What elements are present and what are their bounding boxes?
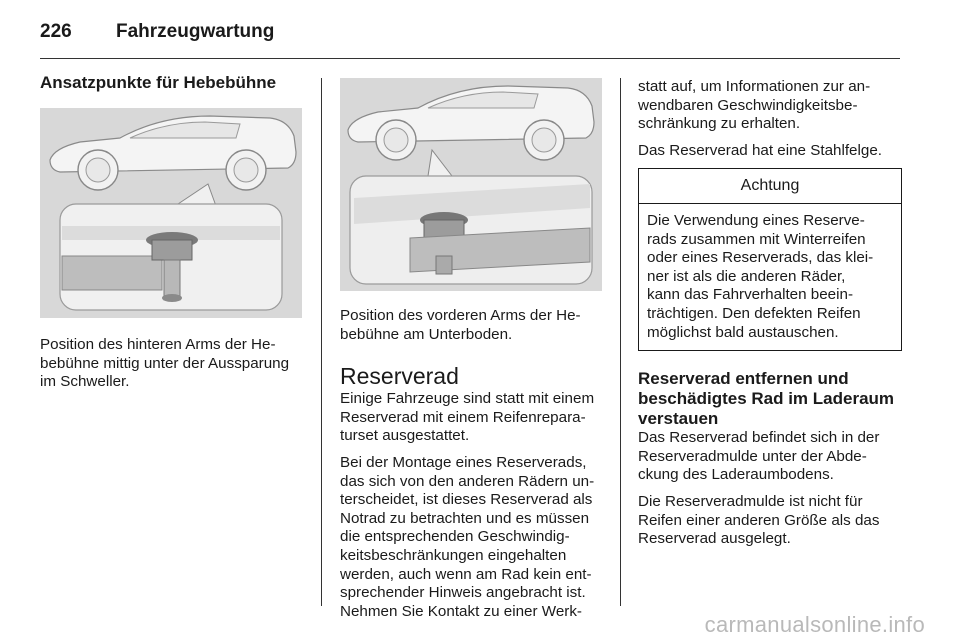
column-3	[638, 78, 902, 557]
chapter-title: Fahrzeugwartung	[116, 21, 275, 42]
column-2	[340, 78, 606, 629]
caution-notice	[638, 168, 902, 351]
spare-wheel-title: Reserverad	[340, 363, 459, 390]
remove-spare-heading: Reserverad entfernen und beschädigtes Rad im Laderaum verstauen	[638, 369, 895, 429]
spare-location-paragraph: Das Reserverad befindet sich in der Reserveradmulde unter der Abde- ckung des Laderaumbodens.	[638, 429, 880, 484]
column-1	[40, 72, 306, 400]
spare-wheel-para-1: Einige Fahrzeuge sind statt mit einem Reserverad mit einem Reifenrepara- turset ausgestattet.	[340, 390, 595, 445]
car-lift-front-arm-illustration	[340, 78, 602, 291]
spare-well-paragraph: Die Reserveradmulde ist nicht für Reifen einer anderen Größe als das Reserverad ausgelegt.	[638, 492, 880, 548]
lift-points-heading: Ansatzpunkte für Hebebühne	[40, 73, 277, 92]
caution-title: Achtung	[639, 169, 901, 204]
watermark: carmanualsonline.info	[704, 612, 925, 637]
car-lift-rear-arm-illustration	[40, 108, 302, 318]
page-number: 226	[40, 21, 72, 42]
header-divider	[40, 58, 900, 59]
spare-wheel-para-2: Bei der Montage eines Reserverads, das sich von den anderen Rädern un- terscheidet, ist dieses Reserverad als Notrad zu betrachten und es müssen die entsprechenden Geschwindig- keitsbeschränkungen eingehalten werden, auch wenn am Rad kein ent- sprechender Hinweis angebracht ist. Nehmen Sie Kontakt zu einer Werk-	[340, 453, 595, 620]
caution-text: Die Verwendung eines Reserve- rads zusammen mit Winterreifen oder eines Reserverads, das klei- ner ist als die anderen Räder, kann das Fahrverhalten beein- trächtigen. Den defekten Reifen möglichst bald austauschen.	[647, 211, 874, 341]
front-arm-caption: Position des vorderen Arms der He- bebühne am Unterboden.	[340, 307, 581, 343]
continued-paragraph: statt auf, um Informationen zur an- wendbaren Geschwindigkeitsbe- schränkung zu erhalten.	[638, 78, 871, 133]
rear-arm-caption: Position des hinteren Arms der He- bebühne mittig unter der Aussparung im Schweller.	[40, 336, 290, 391]
column-divider-2	[620, 78, 621, 606]
column-divider-1	[321, 78, 322, 606]
steel-rim-paragraph: Das Reserverad hat eine Stahlfelge.	[638, 141, 882, 159]
